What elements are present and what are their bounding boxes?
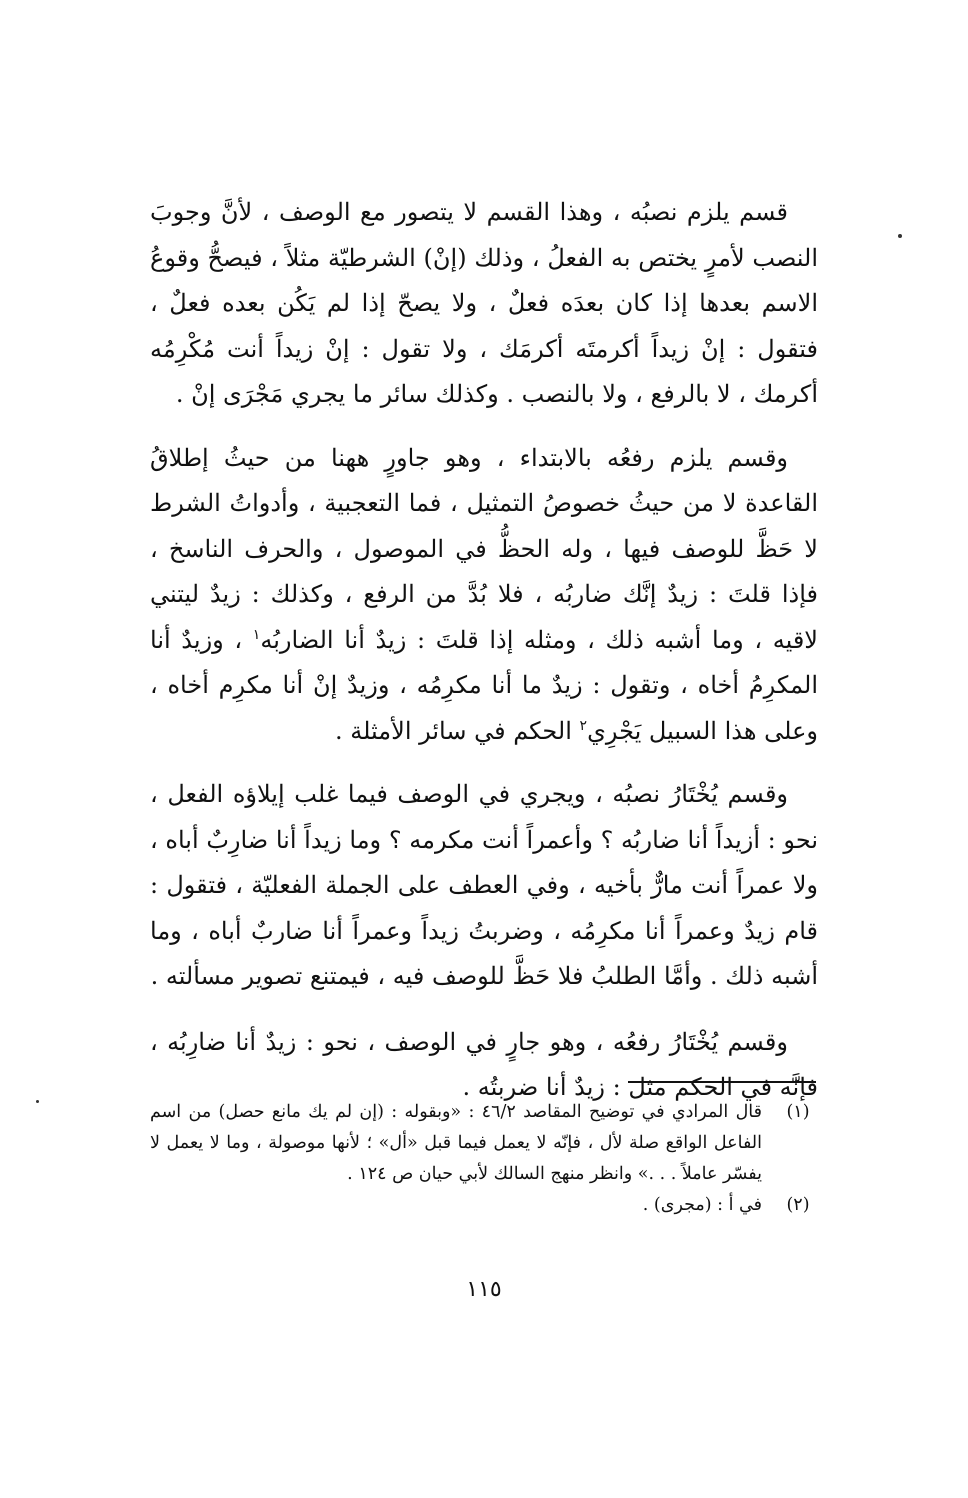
- footnote-separator: [628, 1081, 816, 1083]
- scan-speck: [898, 234, 902, 238]
- main-text: [150, 190, 818, 1131]
- paragraph-1: قسم يلزم نصبُه ، وهذا القسم لا يتصور مع الوصف ، لأنَّ وجوبَ النصب لأمرٍ يختص به الفعلُ ، وذلك (إنْ) الشرطيّة مثلاً ، فيصحُّ وقوعُ الاسم بعدها إذا كان بعدَه فعلٌ ، ولا يصحّ إذا لم يَكُن بعده فعلٌ ، فتقول : إنْ زيداً أكرمتَه أكرمَك ، ولا تقول : إنْ زيداً أنت مُكْرِمُه أكرمك ، لا بالرفع ، ولا بالنصب . وكذلك سائر ما يجري مَجْرَى إنْ .: [150, 198, 818, 408]
- paragraph-4: وقسم يُخْتَارُ رفعُه ، وهو جارٍ في الوصف ، نحو : زيدٌ أنا ضارِبُه ، فإنَّه في الحكم مثل : زيدٌ أنا ضربتُه .: [150, 1027, 818, 1101]
- paragraph-2-part-1: وقسم يلزم رفعُه بالابتداء ، وهو جاورٍ ههنا من حيثُ إطلاقُ القاعدة لا من حيثُ خصوصُ التمثيل ، فما التعجبية ، وأدواتُ الشرط لا حَظَّ للوصف فيها ، وله الحظُّ في الموصول ، والحرف الناسخ ، فإذا قلتَ : زيدٌ إنَّك ضاربُه ، فلا بُدَّ من الرفع ، وكذلك : زيدٌ ليتني لاقيه ، وما أشبه ذلك ، ومثله إذا قلتَ : زيدٌ أنا الضاربُه: [150, 443, 818, 654]
- paragraph-3: وقسم يُخْتَارُ نصبُه ، ويجري في الوصف فيما غلب إيلاؤه الفعل ، نحو : أزيداً أنا ضاربُه ؟ وأعمراً أنت مكرمه ؟ وما زيداً أنا ضارِبٌ أباه ، ولا عمراً أنت مارٌّ بأخيه ، وفي العطف على الجملة الفعليّة ، فتقول : قام زيدٌ وعمراً أنا مكرِمُه ، وضربتُ زيداً وعمراً أنا ضاربٌ أباه ، وما أشبه ذلك . وأمَّا الطلبُ فلا حَظَّ للوصف فيه ، فيمتنع تصوير مسألته .: [150, 780, 818, 990]
- footnotes: [150, 1097, 818, 1221]
- page-number: ١١٥: [466, 1277, 502, 1302]
- scan-speck: [36, 1100, 39, 1103]
- footnote-text: قال المرادي في توضيح المقاصد ٤٦/٢ : «وبقوله : (إن لم يك مانع حصل) من اسم الفاعل الواقع صلة لأل ، فإنّه لا يعمل فيما قبل «أل» ؛ لأنها موصولة ، وما لا يعمل لا يفسّر عاملاً . . .» وانظر منهج السالك لأبي حيان ص ١٢٤ .: [150, 1102, 762, 1184]
- paragraph-2-part-2: ، وزيدٌ أنا المكرِمُ أخاه ، وتقول : زيدٌ ما أنا مكرِمُه ، وزيدٌ إنْ أنا مكرِم أخاه ، وعلى هذا السبيل يَجْرِي: [150, 625, 818, 745]
- footnote-2: [150, 1190, 818, 1221]
- footnote-text: في أ : (مجرى) .: [642, 1195, 762, 1215]
- footnote-number: (١): [786, 1102, 810, 1122]
- paragraph-2-part-3: الحكم في سائر الأمثلة .: [334, 716, 572, 745]
- footnote-ref-1: ١: [252, 626, 261, 643]
- footnote-number: (٢): [786, 1195, 810, 1215]
- footnote-1: [150, 1097, 818, 1190]
- paragraph-2: [150, 436, 818, 755]
- footnote-ref-2: ٢: [579, 717, 588, 734]
